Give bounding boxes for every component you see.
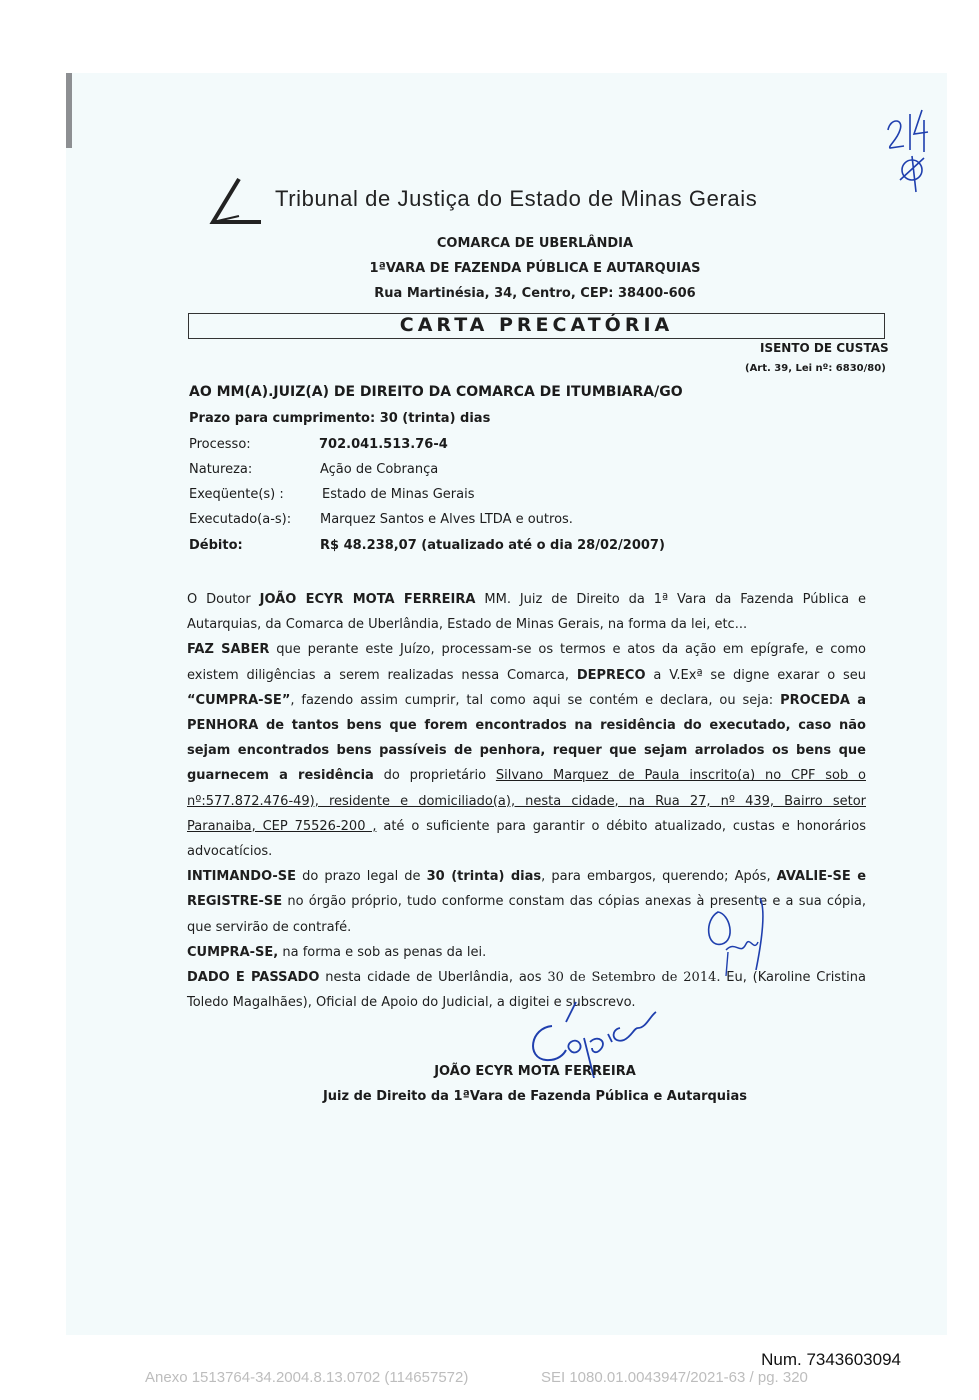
- debito-value: R$ 48.238,07 (atualizado até o dia 28/02/2007): [320, 538, 665, 553]
- document-title: CARTA PRECATÓRIA: [399, 314, 674, 336]
- paragraph-faz-saber: FAZ SABER que perante este Juízo, processam-se os termos e atos da ação em epígrafe, e como existem diligências a serem realizadas nessa Comarca, DEPRECO a V.Exª se digne exarar o seu “CUMPRA-SE”, fazendo assim cumprir, tal como aqui se contém e declara, ou seja: PROCEDA a PENHORA de tantos bens que forem encontrados na residência do executado, caso não sejam encontrados bens passíveis de penhora, requer que sejam arrolados os bens que guarnecem a residência do proprietário Silvano Marquez de Paula inscrito(a) no CPF sob o nº:577.872.476-49), residente e domiciliado(a), nesta cidade, na Rua 27, nº 439, Bairro setor Paranaiba, CEP 75526-200 , até o suficiente para garantir o débito atualizado, custas e honorários advocatícios.: [187, 642, 867, 860]
- issue-date: 30 de Setembro de 2014.: [547, 970, 721, 986]
- natureza-value: Ação de Cobrança: [320, 462, 439, 477]
- address-line: Rua Martinésia, 34, Centro, CEP: 38400-606: [374, 286, 696, 301]
- judge-name-inline: JOÃO ECYR MOTA FERREIRA: [259, 592, 476, 607]
- owner-details: Silvano Marquez de Paula inscrito(a) no CPF sob o nº:577.872.476-49), residente e domiciliado(a), nesta cidade, na Rua 27, nº 439, Bairro setor Paranaiba, CEP 75526-200 ,: [187, 768, 866, 834]
- triangle-logo-icon: [209, 176, 265, 226]
- clerk-signature: [696, 890, 786, 980]
- handwritten-page-number: [880, 100, 940, 195]
- natureza-label: Natureza:: [189, 462, 253, 477]
- paragraph-intro: O Doutor JOÃO ECYR MOTA FERREIRA MM. Juiz de Direito da 1ª Vara da Fazenda Pública e Autarquias, da Comarca de Uberlândia, Estado de Minas Gerais, na forma da lei, etc...: [187, 592, 866, 633]
- exemption-label: ISENTO DE CUSTAS: [760, 341, 889, 355]
- annex-reference: Anexo 1513764-34.2004.8.13.0702 (114657572): [145, 1369, 469, 1386]
- scan-edge-shadow: [66, 73, 72, 148]
- sei-reference: SEI 1080.01.0043947/2021-63 / pg. 320: [541, 1369, 808, 1386]
- processo-label: Processo:: [189, 437, 251, 452]
- paragraph-intimando: INTIMANDO-SE do prazo legal de 30 (trinta) dias, para embargos, querendo; Após, AVALIE-SE e REGISTRE-SE no órgão próprio, tudo conforme constam das cópias anexas à presente e a sua cópia, que servirão de contrafé.: [187, 869, 867, 935]
- exequente-label: Exeqüente(s) :: [189, 487, 284, 502]
- judge-name: JOÃO ECYR MOTA FERREIRA: [434, 1064, 636, 1079]
- paragraph-dado-passado: DADO E PASSADO nesta cidade de Uberlândia, aos 30 de Setembro de 2014. Eu, (Karoline Cristina Toledo Magalhães), Oficial de Apoio do Judicial, a digitei e subscrevo.: [187, 970, 866, 1011]
- debito-label: Débito:: [189, 538, 243, 553]
- deadline: Prazo para cumprimento: 30 (trinta) dias: [189, 411, 491, 426]
- paragraph-cumpra-se: CUMPRA-SE, na forma e sob as penas da lei.: [187, 944, 487, 960]
- exemption-reference: (Art. 39, Lei nº: 6830/80): [745, 363, 886, 374]
- executado-value: Marquez Santos e Alves LTDA e outros.: [320, 512, 573, 527]
- court-name: Tribunal de Justiça do Estado de Minas Gerais: [275, 186, 758, 211]
- judge-role: Juiz de Direito da 1ªVara de Fazenda Pública e Autarquias: [322, 1089, 748, 1104]
- addressee: AO MM(A).JUIZ(A) DE DIREITO DA COMARCA DE ITUMBIARA/GO: [189, 384, 683, 400]
- exequente-value: Estado de Minas Gerais: [322, 487, 475, 502]
- document-number: Num. 7343603094: [761, 1350, 901, 1369]
- vara-line: 1ªVARA DE FAZENDA PÚBLICA E AUTARQUIAS: [369, 261, 701, 276]
- executado-label: Executado(a-s):: [189, 512, 292, 527]
- processo-value: 702.041.513.76-4: [319, 437, 448, 452]
- comarca-line: COMARCA DE UBERLÂNDIA: [436, 236, 634, 251]
